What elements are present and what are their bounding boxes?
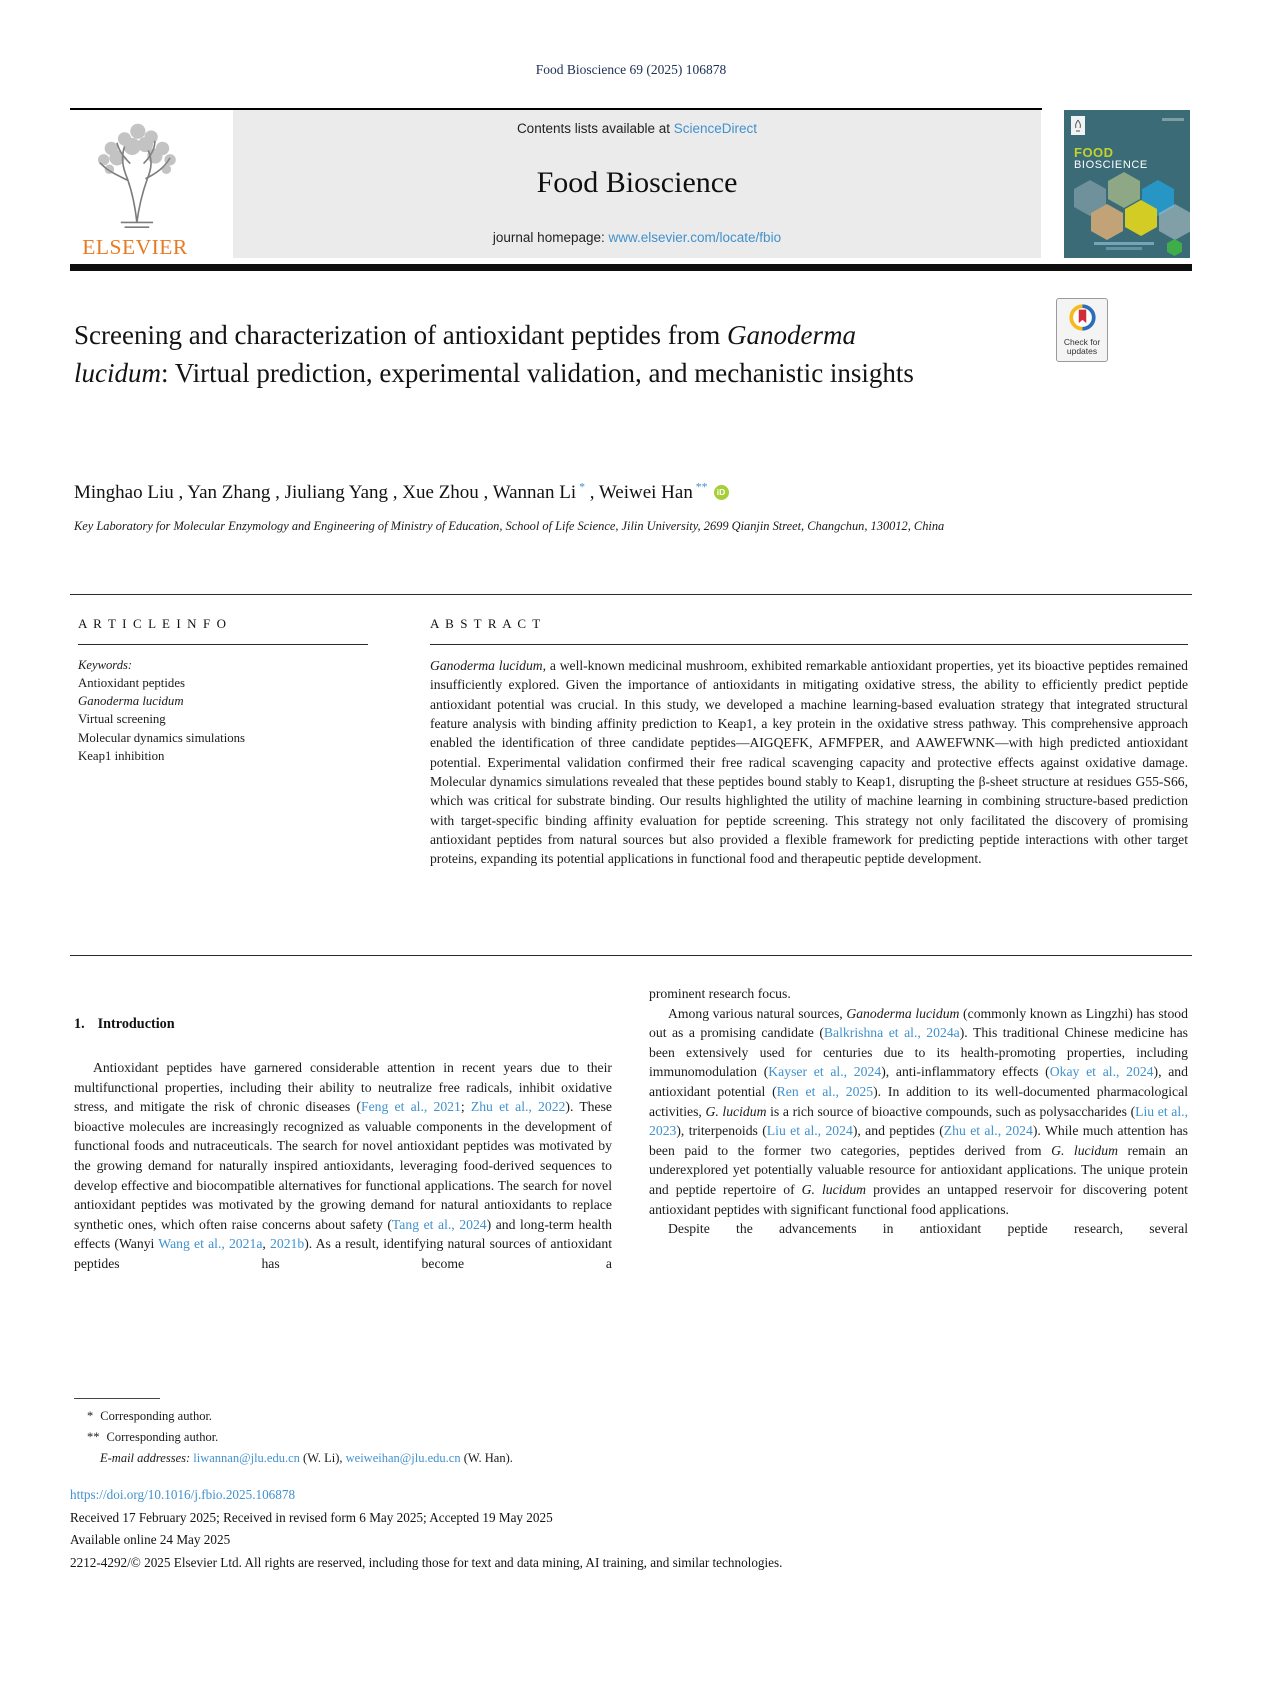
article-info-heading: A R T I C L E I N F O bbox=[78, 616, 228, 631]
cover-title-line2: BIOSCIENCE bbox=[1074, 159, 1148, 171]
cover-footer-text-mark bbox=[1106, 247, 1142, 250]
footer-copyright: 2212-4292/© 2025 Elsevier Ltd. All rights are reserved, including those for text and data mining, AI training, and similar technologies. bbox=[70, 1554, 783, 1570]
keyword-item: Antioxidant peptides bbox=[78, 676, 185, 690]
intro-right-column bbox=[649, 984, 1188, 1239]
masthead-bottom-bar bbox=[70, 264, 1192, 271]
cover-footer-text-mark bbox=[1094, 242, 1154, 245]
homepage-link[interactable]: www.elsevier.com/locate/fbio bbox=[608, 230, 782, 245]
section-heading-introduction bbox=[74, 1016, 612, 1033]
citation-link[interactable]: Liu et al., 2023 bbox=[649, 1103, 1188, 1139]
keywords-label: Keywords: bbox=[78, 658, 133, 672]
keyword-item: Molecular dynamics simulations bbox=[78, 730, 246, 745]
keywords-list bbox=[78, 674, 368, 765]
section-number: 1. bbox=[74, 1016, 85, 1032]
sciencedirect-link[interactable]: ScienceDirect bbox=[673, 121, 758, 136]
contents-line bbox=[517, 121, 757, 136]
cover-title-line1: FOOD bbox=[1074, 145, 1114, 160]
footnotes bbox=[74, 1406, 674, 1468]
keyword-item: Keap1 inhibition bbox=[78, 748, 165, 763]
footer bbox=[70, 1484, 1192, 1574]
footnote-corresponding-2: ** Corresponding author. bbox=[87, 1429, 219, 1444]
abstract-rule bbox=[430, 644, 1188, 645]
masthead-journal-title: Food Bioscience bbox=[536, 166, 738, 199]
intro-left-column bbox=[74, 1016, 612, 1274]
citation-link[interactable]: Tang et al., 2024 bbox=[391, 1216, 487, 1232]
citation-link[interactable]: Zhu et al., 2024 bbox=[943, 1123, 1033, 1139]
authors-line bbox=[74, 481, 729, 504]
author-names: Minghao Liu , Yan Zhang , Jiuliang Yang , Xue Zhou , Wannan Li * , Weiwei Han ** bbox=[74, 481, 708, 504]
citation-link[interactable]: Ren et al., 2025 bbox=[776, 1083, 874, 1099]
affiliation: Key Laboratory for Molecular Enzymology and Engineering of Ministry of Education, School of Life Science, Jilin University, 2699 Qianjin Street, Changchun, 130012, China bbox=[74, 519, 945, 533]
crossmark-icon bbox=[1069, 304, 1096, 336]
elsevier-tree-icon bbox=[81, 118, 189, 235]
footnote-divider bbox=[74, 1398, 160, 1399]
citation-link[interactable]: Feng et al., 2021 bbox=[360, 1099, 461, 1115]
orcid-icon[interactable]: iD bbox=[714, 485, 729, 500]
article-info-section bbox=[78, 616, 368, 765]
keyword-item: Virtual screening bbox=[78, 712, 166, 727]
check-for-updates-badge[interactable] bbox=[1056, 298, 1108, 362]
section-title: Introduction bbox=[97, 1016, 175, 1032]
footnote-marker: ** bbox=[87, 1429, 100, 1444]
cover-hexagon bbox=[1108, 172, 1140, 208]
email-link[interactable]: liwannan@jlu.edu.cn bbox=[193, 1450, 300, 1465]
footnote-emails: E-mail addresses: liwannan@jlu.edu.cn (W. Li), weiweihan@jlu.edu.cn (W. Han). bbox=[100, 1450, 513, 1465]
elsevier-logo bbox=[72, 118, 198, 258]
abstract-heading: A B S T R A C T bbox=[430, 616, 542, 631]
citation-link[interactable]: Balkrishna et al., 2024a bbox=[823, 1025, 960, 1041]
citation-link[interactable]: 2021b bbox=[270, 1236, 305, 1252]
doi-link[interactable]: https://doi.org/10.1016/j.fbio.2025.106878 bbox=[70, 1487, 296, 1502]
journal-reference: Food Bioscience 69 (2025) 106878 bbox=[535, 62, 727, 77]
cover-hexagon bbox=[1167, 239, 1182, 256]
intro-paragraph-2: Among various natural sources, Ganoderma lucidum (commonly known as Lingzhi) has stood out as a promising candidate (Balkrishna et al., 2024a). This traditional Chinese medicine has been extensively used for centuries due to its health-promoting properties, including immunomodulation (Kayser et al., 2024), anti-inflammatory effects (Okay et al., 2024), and antioxidant potential (Ren et al., 2025). In addition to its well-documented pharmacological activities, G. lucidum is a rich source of bioactive compounds, such as polysaccharides (Liu et al., 2023), triterpenoids (Liu et al., 2024), and peptides (Zhu et al., 2024). While much attention has been paid to the former two categories, peptides derived from G. lucidum remain an underexplored yet potentially valuable resource for antioxidant applications. The unique protein and peptide repertoire of G. lucidum provides an untapped reservoir for discovering potent antioxidant peptides with significant functional food applications. bbox=[649, 1005, 1189, 1217]
cover-elsevier-mini-logo bbox=[1071, 116, 1085, 135]
cover-title bbox=[1074, 146, 1148, 172]
homepage-prefix: journal homepage: bbox=[492, 230, 609, 245]
section-divider bbox=[70, 594, 1192, 595]
journal-cover-thumbnail[interactable] bbox=[1064, 110, 1190, 258]
corresponding-author-marker[interactable]: * bbox=[576, 481, 585, 494]
homepage-line bbox=[493, 230, 781, 245]
intro-paragraph-3: Despite the advancements in antioxidant peptide research, several bbox=[668, 1221, 1188, 1237]
masthead-center bbox=[233, 110, 1041, 258]
article-info-rule bbox=[78, 644, 368, 645]
abstract-text: Ganoderma lucidum, a well-known medicinal mushroom, exhibited remarkable antioxidant properties, yet its bioactive peptides remained insufficiently explored. Given the importance of antioxidants in mitigating oxidative stress, the ability to efficiently predict peptide antioxidant potential was crucial. In this study, we developed a machine learning-based evaluation strategy that integrated structural feature analysis with binding affinity prediction to Keap1, a key protein in the oxidative stress pathway. This comprehensive approach enabled the identification of three candidate peptides—AIGQEFK, AFMFPER, and AAWEFWNK—with high predicted antioxidant potential. Experimental validation confirmed their free radical scavenging capacity and protective effects against oxidative damage. Molecular dynamics simulations revealed that these peptides bound stably to Keap1, disrupting the β-sheet structure at residues G55-S66, which was critical for substrate binding. Our results highlighted the utility of machine learning in combining structure-based prediction with target-specific binding affinity evaluation for peptide screening. This strategy not only facilitated the discovery of promising antioxidant peptides from natural sources but also provided a flexible framework for predicting peptide interactions with other target proteins, expanding its potential applications in functional food and therapeutic peptide development. bbox=[430, 658, 1188, 867]
citation-link[interactable]: Kayser et al., 2024 bbox=[768, 1064, 882, 1080]
section-divider bbox=[70, 955, 1192, 956]
elsevier-wordmark: ELSEVIER bbox=[82, 235, 188, 259]
intro-paragraph-continuation: prominent research focus. bbox=[649, 986, 791, 1001]
corresponding-author-marker[interactable]: ** bbox=[692, 481, 708, 494]
citation-link[interactable]: Liu et al., 2024 bbox=[766, 1123, 853, 1139]
contents-prefix: Contents lists available at bbox=[516, 121, 674, 136]
intro-paragraph-left: Antioxidant peptides have garnered considerable attention in recent years due to their multifunctional properties, including their ability to neutralize free radicals, inhibit oxidative stress, and mitigate the risk of chronic diseases (Feng et al., 2021; Zhu et al., 2022). These bioactive molecules are increasingly recognized as valuable components in the development of functional foods and nutraceuticals. The search for novel antioxidant peptides was motivated by the growing demand for naturally inspired antioxidants, leveraging food-derived sequences to develop effective and biocompatible alternatives for functional applications. The search for novel antioxidant peptides was motivated by the growing demand for natural antioxidants to replace synthetic ones, which often raise concerns about safety (Tang et al., 2024) and long-term health effects (Wanyi Wang et al., 2021a, 2021b). As a result, identifying natural sources of antioxidant peptides has become a bbox=[74, 1060, 612, 1271]
footer-history: Received 17 February 2025; Received in revised form 6 May 2025; Accepted 19 May 2025 bbox=[70, 1509, 553, 1525]
footnote-marker: * bbox=[87, 1409, 94, 1423]
abstract-section bbox=[430, 616, 1188, 869]
cover-issue-mark bbox=[1162, 118, 1184, 121]
citation-link[interactable]: Wang et al., 2021a bbox=[158, 1236, 263, 1252]
check-for-updates-label: Check for updates bbox=[1063, 336, 1101, 356]
email-addresses-label: E-mail addresses: bbox=[100, 1450, 191, 1465]
email-link[interactable]: weiweihan@jlu.edu.cn bbox=[345, 1450, 461, 1465]
footnote-corresponding-1: * Corresponding author. bbox=[87, 1409, 213, 1423]
keyword-item: Ganoderma lucidum bbox=[78, 694, 184, 709]
citation-link[interactable]: Zhu et al., 2022 bbox=[470, 1099, 566, 1115]
article-title: Screening and characterization of antioxidant peptides from Ganoderma lucidum: Virtual prediction, experimental validation, and mechanistic insights bbox=[74, 320, 914, 388]
footer-available-online: Available online 24 May 2025 bbox=[70, 1532, 231, 1548]
citation-link[interactable]: Okay et al., 2024 bbox=[1049, 1064, 1154, 1080]
